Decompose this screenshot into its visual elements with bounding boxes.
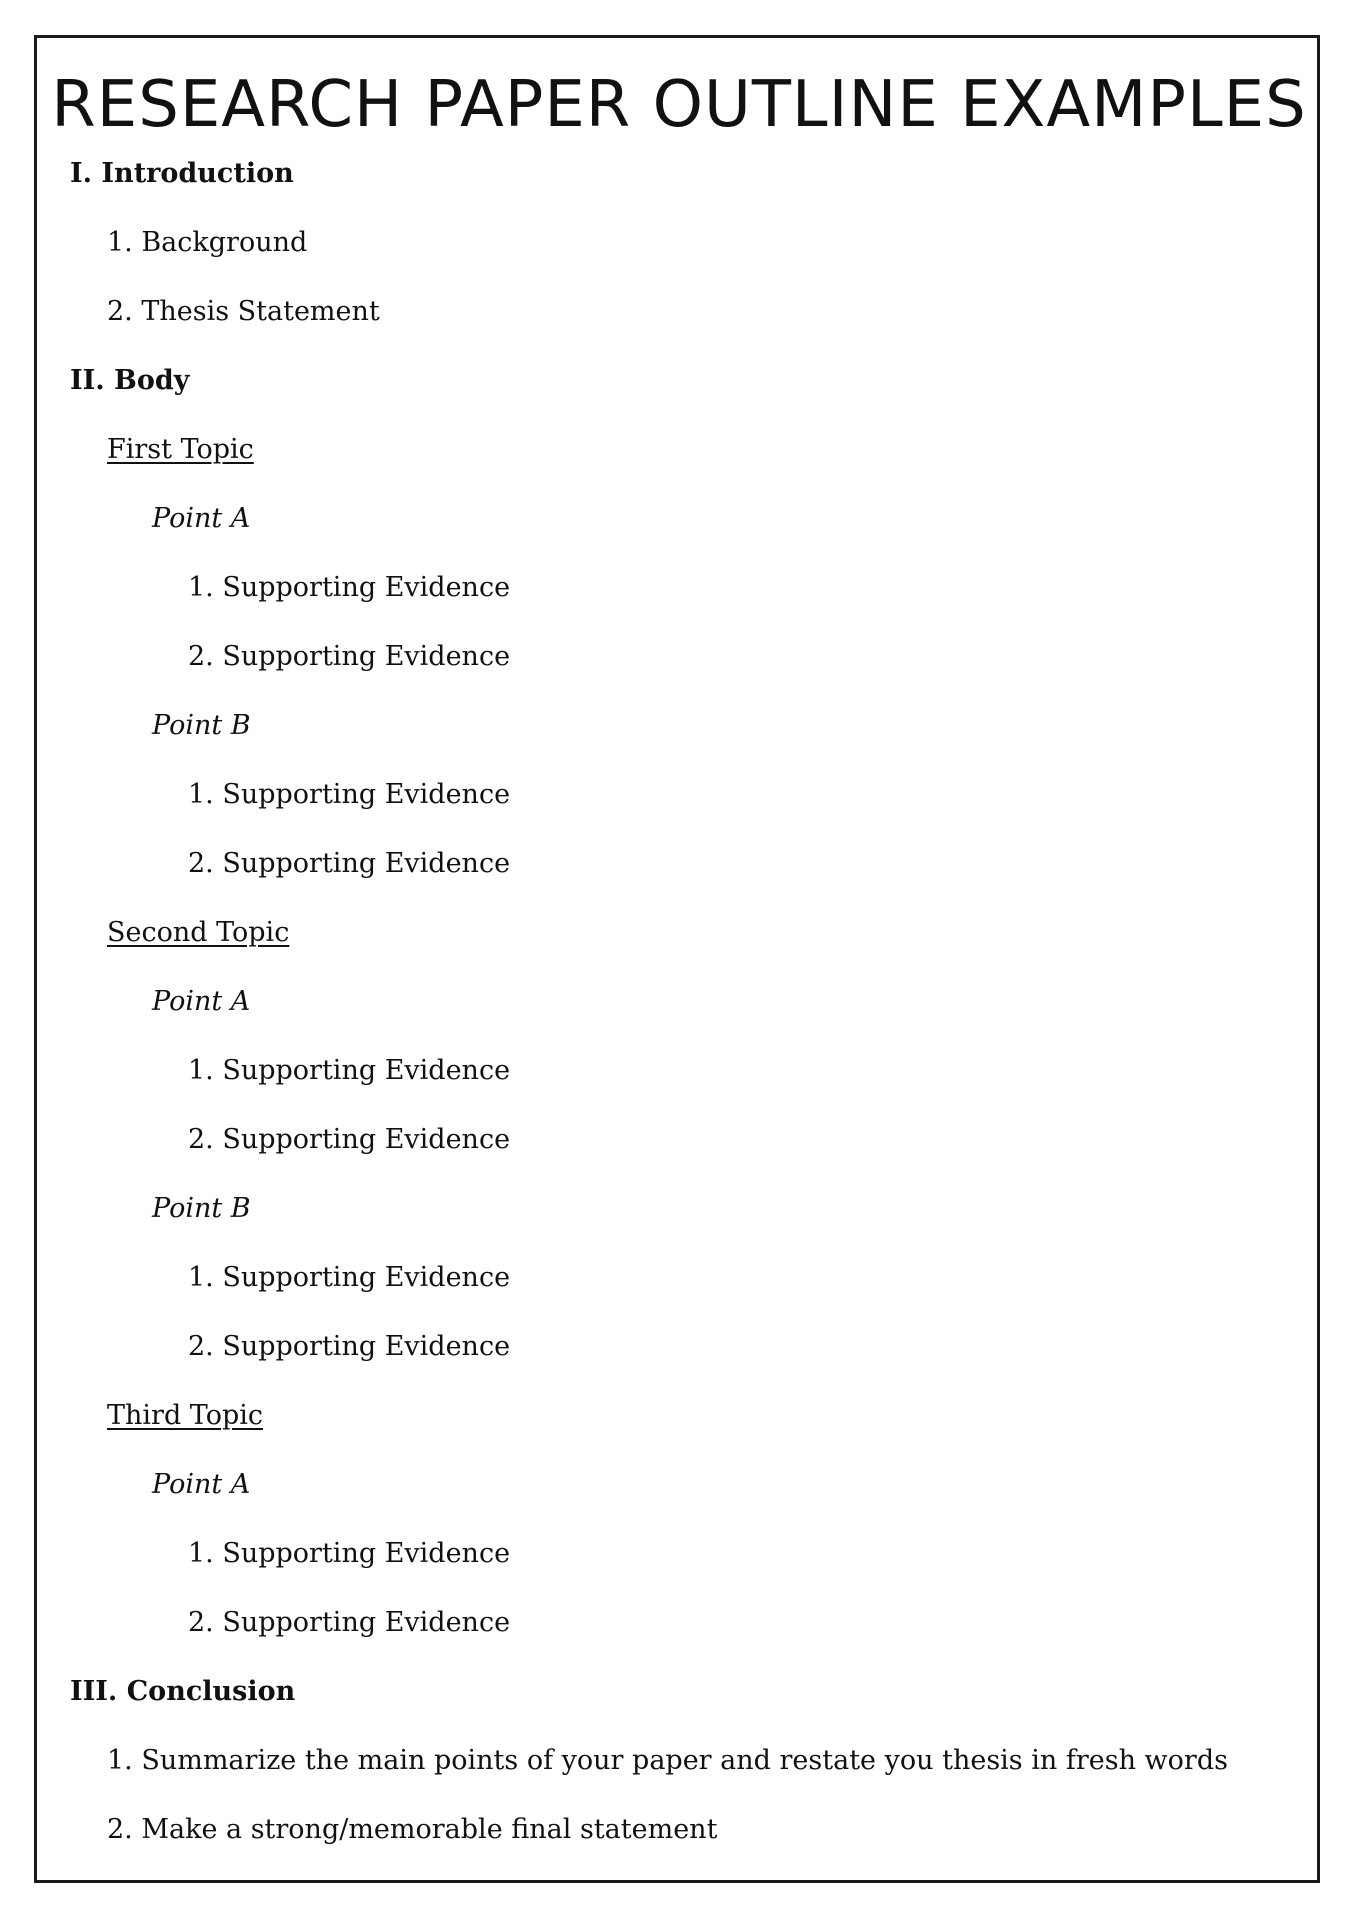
point-heading: Point A xyxy=(152,503,251,534)
evidence-item: 2. Supporting Evidence xyxy=(188,641,511,672)
point-heading: Point A xyxy=(152,986,251,1017)
evidence-item: 2. Supporting Evidence xyxy=(188,1331,511,1362)
evidence-item: 2. Supporting Evidence xyxy=(188,848,511,879)
evidence-item: 1. Supporting Evidence xyxy=(188,1055,511,1086)
point-heading: Point A xyxy=(152,1469,251,1500)
outline-item-background: 1. Background xyxy=(107,227,308,258)
section-heading-body: II. Body xyxy=(70,365,190,396)
evidence-item: 2. Supporting Evidence xyxy=(188,1124,511,1155)
evidence-item: 1. Supporting Evidence xyxy=(188,779,511,810)
evidence-item: 1. Supporting Evidence xyxy=(188,572,511,603)
outline-item-summarize: 1. Summarize the main points of your paper and restate you thesis in fresh words xyxy=(107,1745,1228,1776)
outline-item-final-statement: 2. Make a strong/memorable final statement xyxy=(107,1814,718,1845)
point-heading: Point B xyxy=(152,710,251,741)
evidence-item: 2. Supporting Evidence xyxy=(188,1607,511,1638)
point-heading: Point B xyxy=(152,1193,251,1224)
topic-heading-second: Second Topic xyxy=(107,917,290,948)
topic-heading-first: First Topic xyxy=(107,434,254,465)
outline-item-thesis: 2. Thesis Statement xyxy=(107,296,380,327)
evidence-item: 1. Supporting Evidence xyxy=(188,1262,511,1293)
topic-heading-third: Third Topic xyxy=(107,1400,264,1431)
page-title: RESEARCH PAPER OUTLINE EXAMPLES xyxy=(51,68,1307,142)
section-heading-introduction: I. Introduction xyxy=(70,158,294,189)
section-heading-conclusion: III. Conclusion xyxy=(70,1676,296,1707)
evidence-item: 1. Supporting Evidence xyxy=(188,1538,511,1569)
